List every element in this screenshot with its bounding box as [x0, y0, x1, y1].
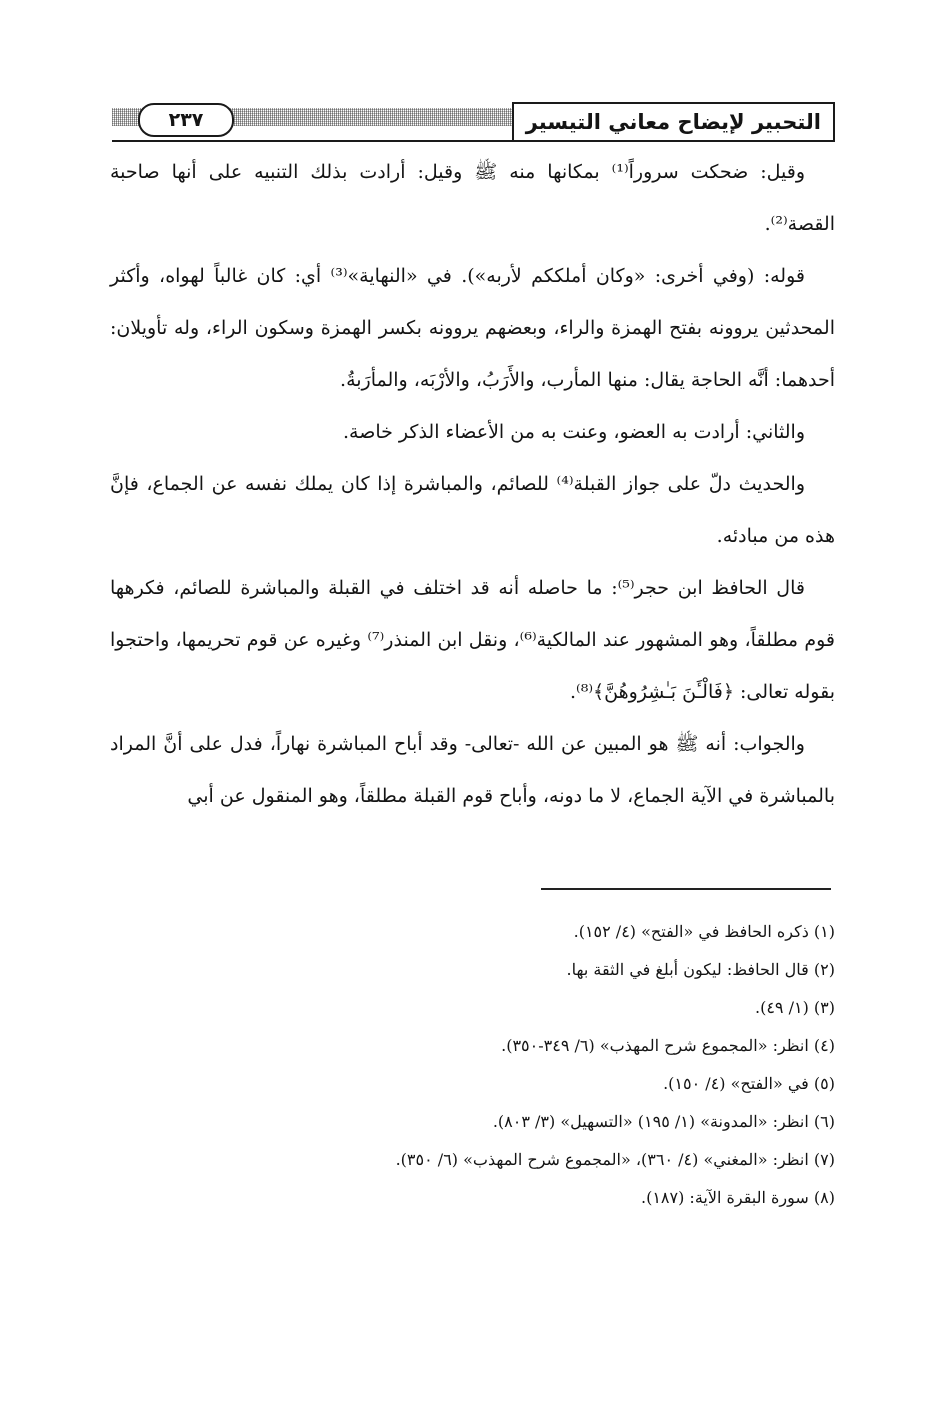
footnote: (٦) انظر: «المدونة» (١/ ١٩٥) «التسهيل» (٣/ ٨٠٣).	[492, 1112, 835, 1131]
paragraph: قال الحافظ ابن حجر⁽⁵⁾: ما حاصله أنه قد اختلف في القبلة والمباشرة للصائم، فكرهها قوم مطلقاً، وهو المشهور عند المالكية⁽⁶⁾، ونقل ابن المنذر⁽⁷⁾ وغيره عن قوم تحريمها، واحتجوا بقوله تعالى: ﴿فَالْـَٔنَ بَـٰشِرُوهُنَّ﴾⁽⁸⁾.	[110, 577, 836, 703]
book-title: التحبير لإيضاح معاني التيسير	[512, 102, 835, 140]
header-rule	[112, 140, 835, 142]
paragraph: والثاني: أرادت به العضو، وعنت به من الأعضاء الذكر خاصة.	[343, 421, 805, 443]
page-number: ٢٣٧	[138, 103, 234, 137]
footnote: (١) ذكره الحافظ في «الفتح» (٤/ ١٥٢).	[573, 922, 835, 941]
footnote: (٣) (١/ ٤٩).	[754, 998, 835, 1017]
footnotes	[110, 913, 835, 1217]
paragraph: والجواب: أنه ﷺ هو المبين عن الله -تعالى- وقد أباح المباشرة نهاراً، فدل على أنَّ المراد بالمباشرة في الآية الجماع، لا ما دونه، وأباح قوم القبلة مطلقاً، وهو المنقول عن أبي	[110, 733, 835, 807]
footnote: (٢) قال الحافظ: ليكون أبلغ في الثقة بها.	[566, 960, 835, 979]
paragraph: والحديث دلّ على جواز القبلة⁽⁴⁾ للصائم، والمباشرة إذا كان يملك نفسه عن الجماع، فإنَّ هذه من مبادئه.	[110, 473, 835, 547]
footnote: (٤) انظر: «المجموع شرح المهذب» (٦/ ٣٤٩-٣٥٠).	[501, 1036, 835, 1055]
paragraph: وقيل: ضحكت سروراً⁽¹⁾ بمكانها منه ﷺ وقيل: أرادت بذلك التنبيه على أنها صاحبة القصة⁽²⁾.	[110, 161, 835, 235]
footnote: (٥) في «الفتح» (٤/ ١٥٠).	[663, 1074, 835, 1093]
footnote-separator	[541, 888, 831, 890]
main-text	[110, 146, 835, 822]
footnote: (٨) سورة البقرة الآية: (١٨٧).	[640, 1188, 835, 1207]
footnote: (٧) انظر: «المغني» (٤/ ٣٦٠)، «المجموع شرح المهذب» (٦/ ٣٥٠).	[395, 1150, 835, 1169]
running-header	[112, 102, 835, 144]
paragraph: قوله: (وفي أخرى: «وكان أملككم لأربه»). في «النهاية»⁽³⁾ أي: كان غالباً لهواه، وأكثر المحدثين يروونه بفتح الهمزة والراء، وبعضهم يروونه بكسر الهمزة وسكون الراء، وله تأويلان: أحدهما: أنَّه الحاجة يقال: منها المأرب، والأَرَبُ، والأرْبَه، والمأرَبةُ.	[110, 265, 835, 391]
